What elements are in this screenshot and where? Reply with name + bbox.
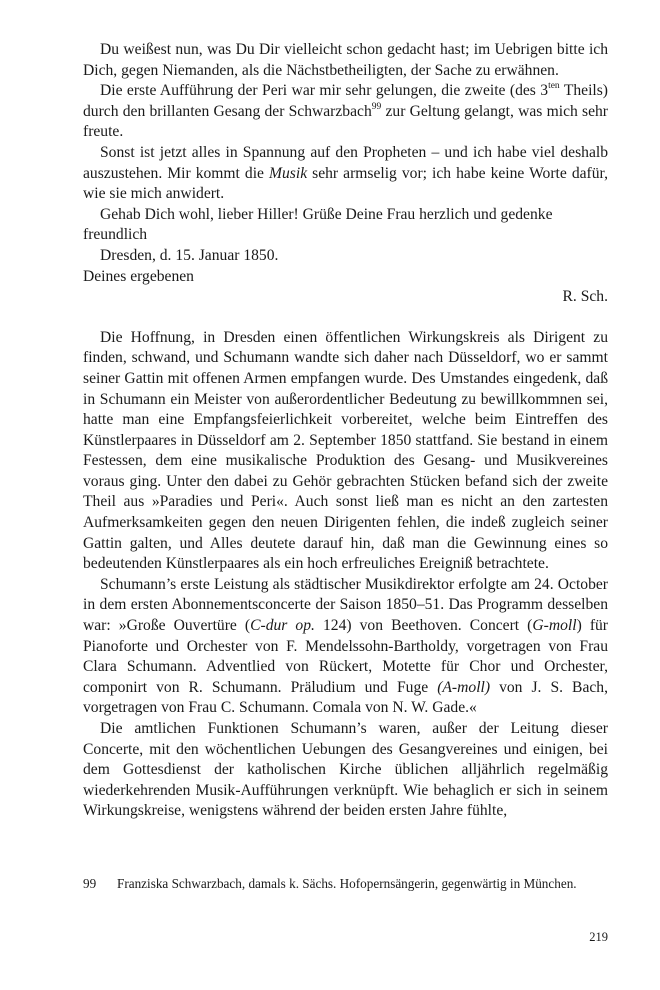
letter-paragraph <box>83 40 608 81</box>
letter-paragraph <box>83 81 608 143</box>
emphasized-key: C-dur op. <box>250 617 315 635</box>
letter-text-part: sehr armselig vor; ich habe keine Worte dafür, wie sie mich anwidert. <box>83 164 609 203</box>
letter-text-part: Die erste Aufführung der Peri war mir sehr gelungen, die zweite (des 3 <box>100 82 549 100</box>
ordinal-superscript: ten <box>548 81 560 91</box>
narrative-paragraph <box>83 719 608 822</box>
footnote <box>83 875 608 893</box>
narrative-paragraph <box>83 328 608 575</box>
main-text <box>83 40 608 822</box>
letter-closing: Deines ergebenen <box>83 267 194 285</box>
emphasized-key: G-moll <box>532 617 577 635</box>
emphasized-word: Musik <box>269 164 308 182</box>
page-number: 219 <box>589 930 608 944</box>
narrative-paragraph-text: Die Hoffnung, in Dresden einen öffentlichen Wirkungskreis als Dirigent zu finden, schwand, und Schumann wandte sich daher nach Düsseldorf, wo er sammt seiner Gattin mit offenen Armen empfangen wurde. Des Umstandes eingedenk, daß in Schumann ein Meister von außerordentlicher Bedeutung zu bewillkommnen sei, hatte man eine Empfangsfeierlichkeit vorbereitet, welche beim Eintreffen des Künstlerpaares in Düsseldorf am 2. September 1850 stattfand. Sie bestand in einem Festessen, dem eine musikalische Produktion des Gesang- und Musikvereines voraus ging. Unter den dabei zu Gehör gebrachten Stücken befand sich der zweite Theil aus »Paradies und Peri«. Auch sonst ließ man es nicht an den zartesten Aufmerksamkeiten gegen den neuen Dirigenten fehlen, die indeß zugleich seiner Gattin galten, und Alles deutete darauf hin, daß man die Gewinnung eines so bedeutenden Künstlerpaares als ein hoch erfreuliches Ereigniß betrachtete. <box>83 328 608 573</box>
emphasized-key: (A-moll) <box>437 678 491 696</box>
footnote-reference: 99 <box>371 101 382 112</box>
letter-paragraph <box>83 143 608 205</box>
book-page <box>83 40 608 970</box>
narrative-text-part: 124) von Beethoven. Concert ( <box>314 617 533 635</box>
narrative-text-part: ) für Pianoforte und Orchester von F. Mendelssohn-Bartholdy, vorgetragen von Frau Clara Schumann. Adventlied von Rückert, Motette für Chor und Orchester, componirt von R. Schumann. Präludium und Fuge <box>83 617 609 696</box>
letter-paragraph <box>83 205 608 246</box>
narrative-text-part: von J. S. Bach, vorgetragen von Frau C. Schumann. Comala von N. W. Gade.« <box>83 678 608 717</box>
narrative-text-part: Schumann’s erste Leistung als städtischer Musikdirektor erfolgte am 24. October in dem ersten Abonnementsconcerte der Saison 1850–51. Das Programm desselben war: »Große Ouvertüre ( <box>83 575 608 635</box>
narrative-paragraph <box>83 575 608 719</box>
letter-text-part: zur Geltung gelangt, was mich sehr freute. <box>83 102 608 141</box>
dateline: Dresden, d. 15. Januar 1850. <box>100 246 279 264</box>
narrative-paragraph-text: Die amtlichen Funktionen Schumann’s waren, außer der Leitung dieser Concerte, mit den wöchentlichen Uebungen des Gesangvereines und einigen, bei dem Gottesdienst der katholischen Kirche üblichen alljährlich regelmäßig wiederkehrenden Musik-Aufführungen verknüpft. Wie behaglich er sich in seinem Wirkungskreise, wenigstens während der beiden ersten Jahre fühlte, <box>83 720 608 820</box>
letter-paragraph-text: Gehab Dich wohl, lieber Hiller! Grüße Deine Frau herzlich und gedenke freundlich <box>83 205 553 244</box>
letter-text-part: Theils) durch den brillanten Gesang der Schwarzbach <box>83 82 608 120</box>
signature: R. Sch. <box>562 288 608 306</box>
letter-paragraph-text: Du weißest nun, was Du Dir vielleicht schon gedacht hast; im Uebrigen bitte ich Dich, gegen Niemanden, als die Nächstbetheiligten, der Sache zu erwähnen. <box>83 41 608 79</box>
footnote-number: 99 <box>83 876 97 891</box>
letter-text-part: Sonst ist jetzt alles in Spannung auf den Propheten – und ich habe viel deshalb auszustehen. Mir kommt die <box>83 143 608 182</box>
section-spacer <box>83 308 608 328</box>
footnote-text: Franziska Schwarzbach, damals k. Sächs. Hofopernsängerin, gegenwärtig in München. <box>117 876 577 891</box>
